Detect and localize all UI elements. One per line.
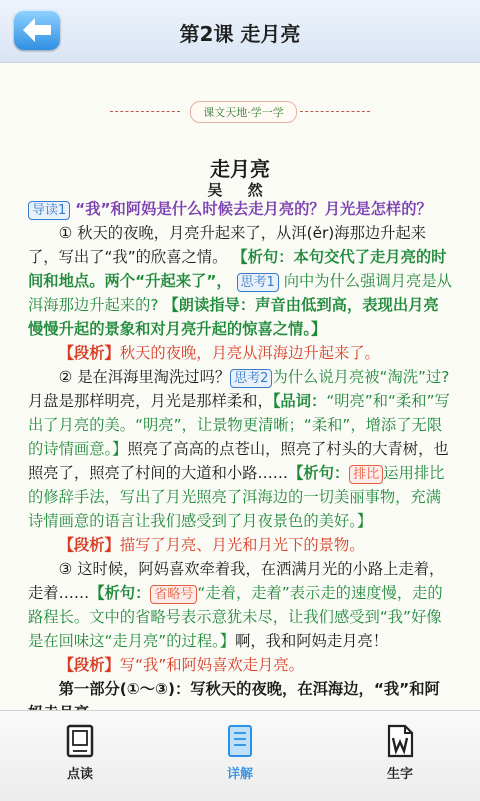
sentence-analysis-text: 运用排比的修辞手法，写出了月光照亮了洱海边的一切美丽事物，充满诗情画意的语言让我们感受到了月夜景色的美好。】 <box>28 464 445 530</box>
paragraph-number: ③ <box>58 560 73 578</box>
paragraph-text: 秋天的夜晚，月亮升起来了，从洱(ěr)海那边升起来了，写出了“我”的欣喜之情。 <box>28 224 427 266</box>
segment-label: 【段析】 <box>58 536 120 554</box>
guide-text-1: “我”和阿妈是什么时候去走月亮的？月光是怎样的？ <box>75 200 432 218</box>
segment-label: 【段析】 <box>58 656 120 674</box>
sentence-analysis-label: 【析句： <box>89 584 151 602</box>
lesson-content[interactable] <box>0 63 480 710</box>
tab-label: 生字 <box>386 767 413 782</box>
banner-divider-left <box>110 111 180 112</box>
article-body <box>28 197 453 773</box>
segment-label: 【段析】 <box>58 344 120 362</box>
word-document-icon <box>382 723 418 759</box>
paragraph-text: 照亮了高高的点苍山，照亮了村头的大青树，也照亮了，照亮了村间的大道和小路…… <box>28 440 449 482</box>
page-title: 第2课 走月亮 <box>179 22 301 46</box>
guide-1 <box>28 197 453 221</box>
think-text-1: 向中为什么强调月亮是从洱海那边升起来的? <box>28 272 452 314</box>
segment-text: 描写了月亮、月光和月光下的景物。 <box>119 536 365 554</box>
lesson-title: 走月亮 <box>210 157 270 181</box>
paragraph-text: 这时候，阿妈喜欢牵着我，在洒满月光的小路上走着，走着…… <box>28 560 445 602</box>
bottom-tab-bar <box>0 710 480 801</box>
notebook-icon <box>222 723 258 759</box>
guide-tag-1[interactable]: 导读1 <box>28 201 70 220</box>
paragraph-text: 月盘是那样明亮，月光是那样柔和， <box>28 392 273 410</box>
header-bar <box>0 0 480 63</box>
book-icon <box>62 723 98 759</box>
paragraph-text: 是在洱海里淘洗过吗？ <box>77 368 231 386</box>
paragraph-number: ② <box>58 368 73 386</box>
rhetoric-tag[interactable]: 排比 <box>349 465 383 484</box>
tab-label: 点读 <box>66 767 93 782</box>
paragraph-2 <box>28 365 453 533</box>
think-tag-2[interactable]: 思考2 <box>230 369 272 388</box>
paragraph-text: 啊，我和阿妈走月亮！ <box>235 632 389 650</box>
think-text-2: 为什么说月亮被“淘洗”过? <box>272 368 450 386</box>
segment-analysis-1 <box>28 341 453 365</box>
sentence-analysis-label: 【析句： <box>288 464 350 482</box>
part-summary: 第一部分(①～③)：写秋天的夜晚，在洱海边，“我”和阿 <box>58 680 440 698</box>
banner-divider-right <box>300 111 370 112</box>
tab-details[interactable] <box>160 711 320 801</box>
segment-text: 写“我”和阿妈喜欢走月亮。 <box>119 656 304 674</box>
tab-new-characters[interactable] <box>320 711 480 801</box>
paragraph-1 <box>28 221 453 341</box>
think-tag-1[interactable]: 思考1 <box>237 273 279 292</box>
section-banner <box>110 99 370 125</box>
banner-label: 课文天地·学一学 <box>190 101 297 123</box>
paragraph-3 <box>28 557 453 653</box>
segment-text: 秋天的夜晚，月亮从洱海边升起来了。 <box>119 344 380 362</box>
word-analysis-label: 【品词： <box>272 392 327 410</box>
paragraph-number: ① <box>58 224 73 242</box>
ellipsis-tag[interactable]: 省略号 <box>150 585 197 604</box>
reading-guide: 【朗读指导：声音由低到高，表现出月亮慢慢升起的景象和对月亮升起的惊喜之情。】 <box>28 296 439 338</box>
word-analysis-text: “明亮”和“柔和”写出了月亮的美。“明亮”，让景物更清晰；“柔和”，增添了无限的诗情画意。】 <box>28 392 450 458</box>
tab-label: 详解 <box>226 767 253 782</box>
lesson-author: 吴 然 <box>207 181 273 199</box>
sentence-analysis: 【析句：本句交代了走月亮的时间和地点。两个“升起来了”， <box>28 248 447 290</box>
sentence-analysis-text: “走着，走着”表示走的速度慢，走的路程长。文中的省略号表示意犹未尽，让我们感受到“我”好像是在回味这“走月亮”的过程。】 <box>28 584 443 650</box>
tab-read-aloud[interactable] <box>0 711 160 801</box>
segment-analysis-2 <box>28 533 453 557</box>
segment-analysis-3 <box>28 653 453 677</box>
